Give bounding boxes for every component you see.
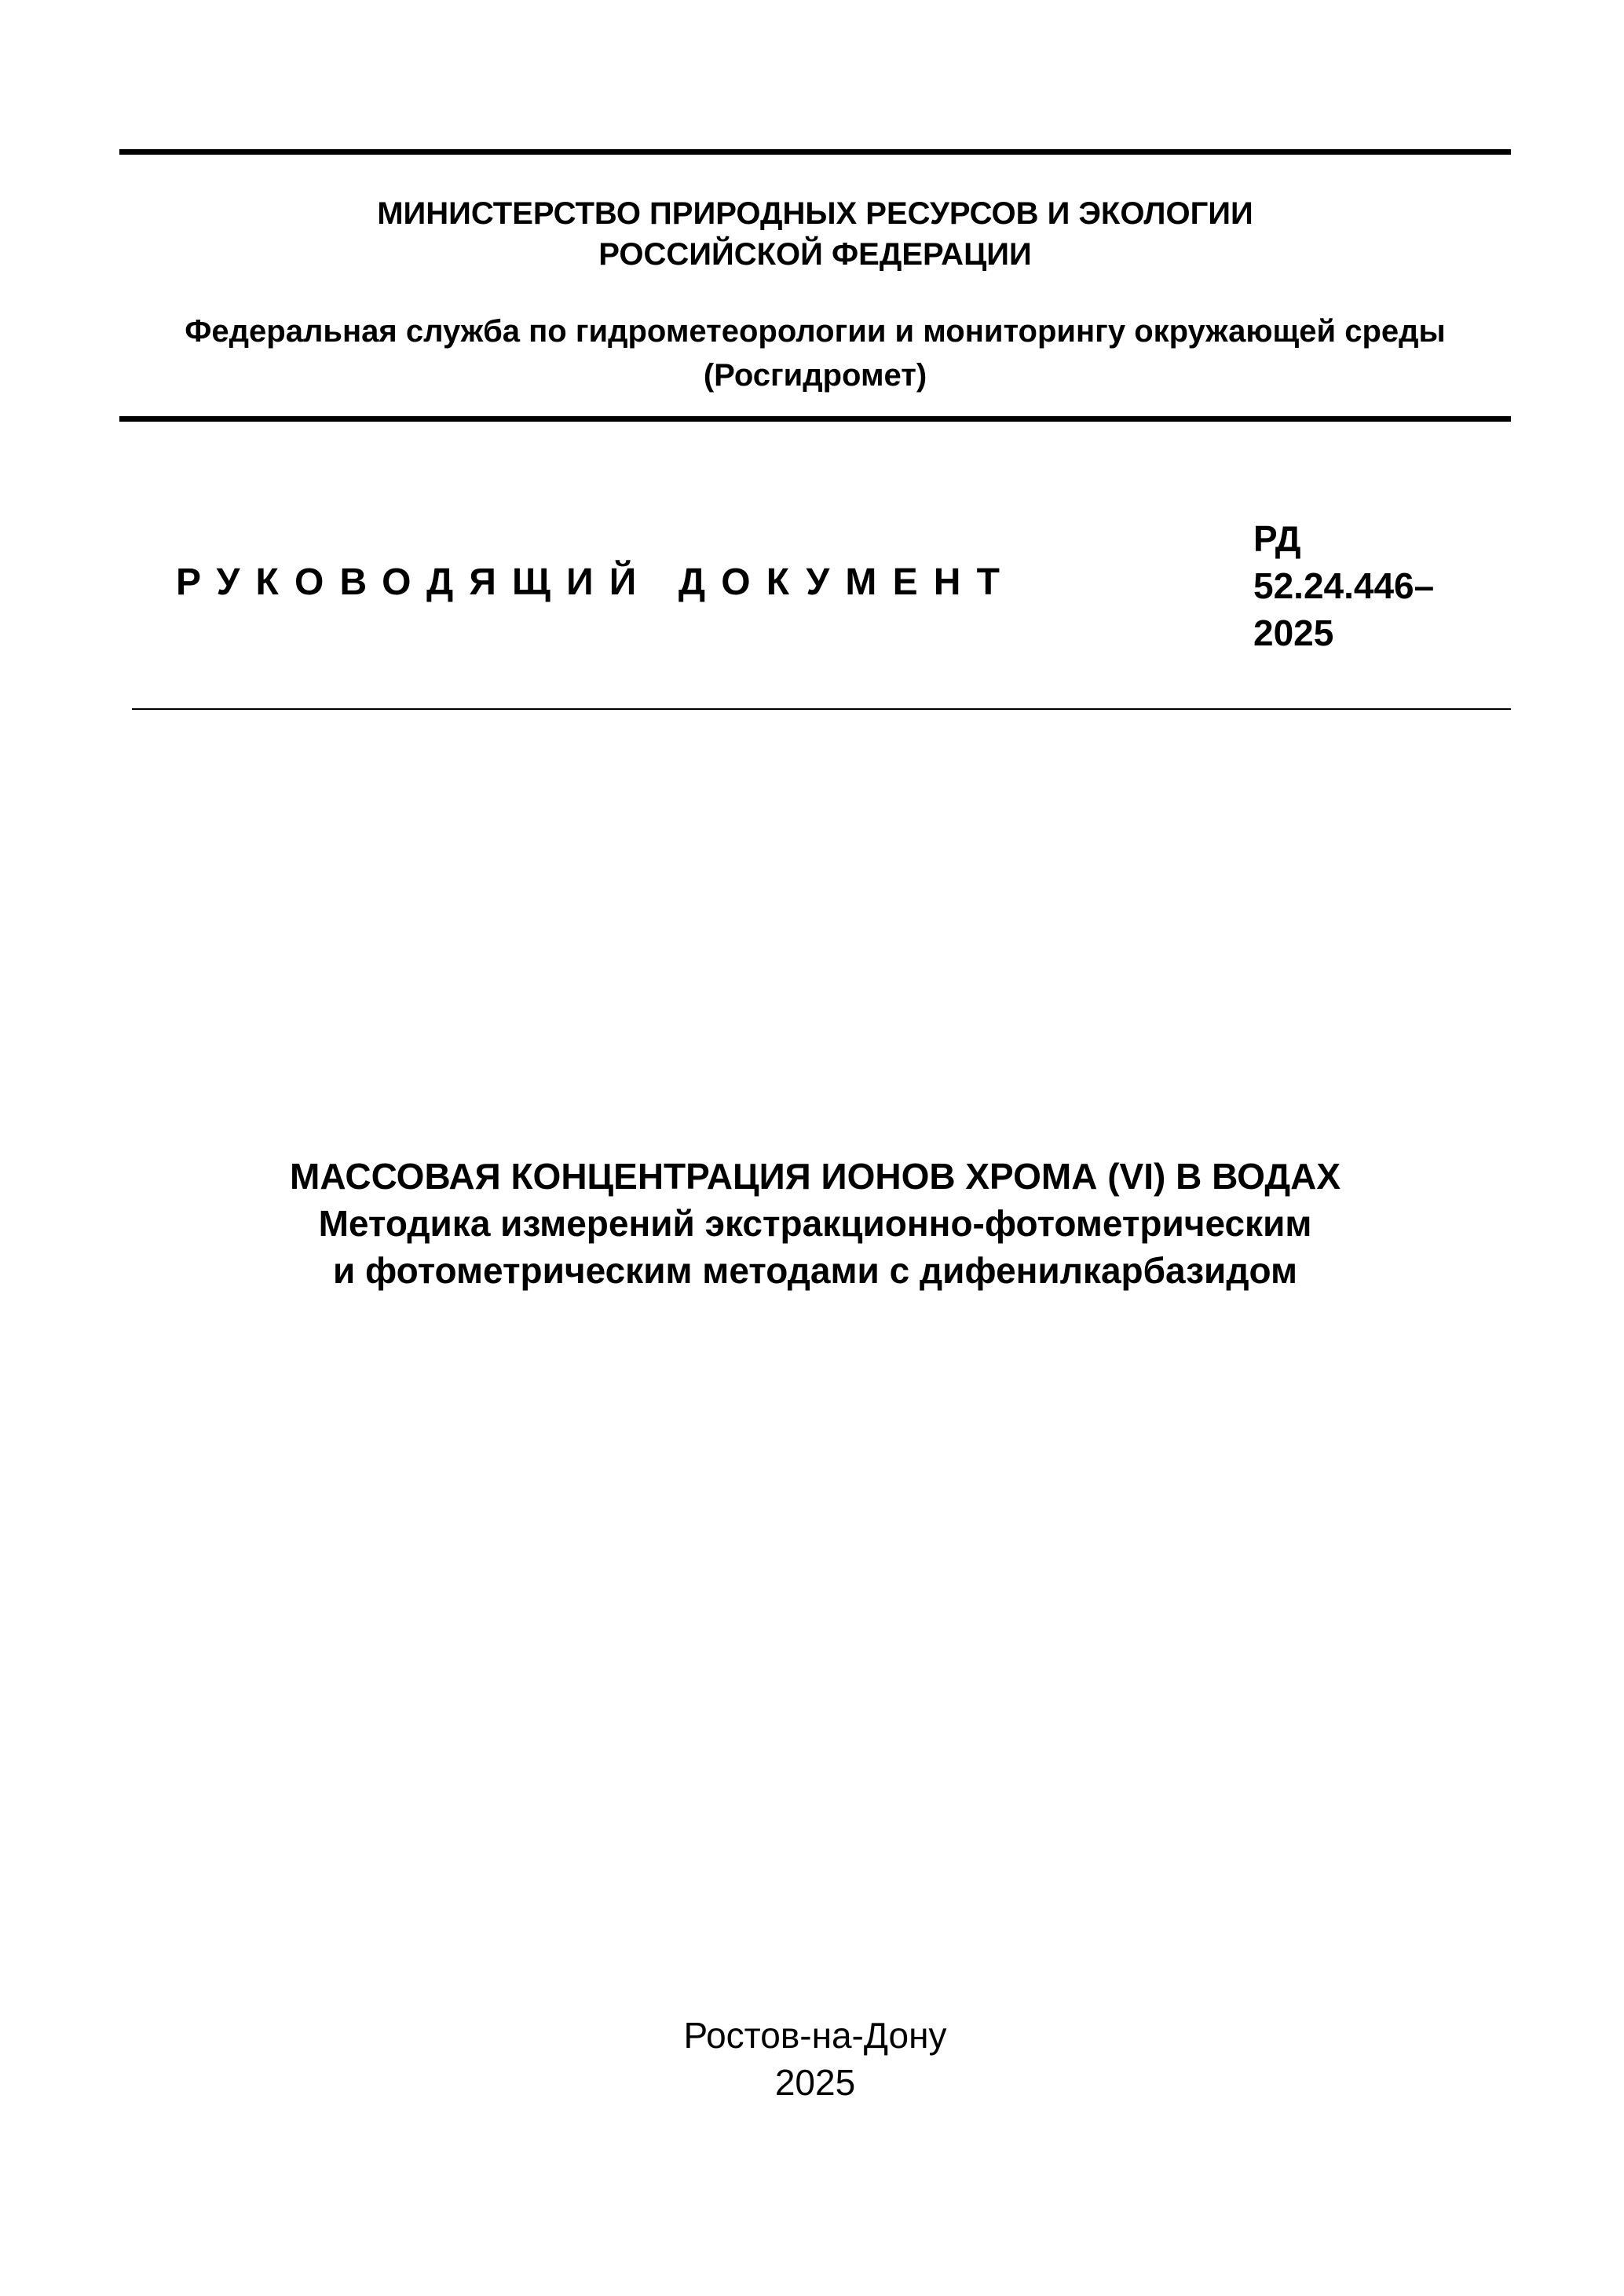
ministry-line-2: РОССИЙСКОЙ ФЕДЕРАЦИИ <box>598 237 1032 272</box>
document-code-line-1: РД <box>1253 518 1301 559</box>
document-title <box>119 1153 1511 1294</box>
ministry-line-1: МИНИСТЕРСТВО ПРИРОДНЫХ РЕСУРСОВ И ЭКОЛОГИИ <box>377 196 1253 231</box>
title-line-3: и фотометрическим методами с дифенилкарбазидом <box>332 1250 1298 1291</box>
title-line-1: МАССОВАЯ КОНЦЕНТРАЦИЯ ИОНОВ ХРОМА (VI) В ВОДАХ <box>290 1156 1341 1197</box>
document-type: РУКОВОДЯЩИЙ ДОКУМЕНТ <box>176 561 1016 603</box>
top-rule <box>119 149 1511 155</box>
document-type-rule <box>132 708 1511 710</box>
publication-year: 2025 <box>774 2062 856 2103</box>
title-line-2: Методика измерений экстракционно-фотометрическим <box>318 1203 1312 1244</box>
header-bottom-rule <box>119 416 1511 422</box>
document-code <box>1253 515 1434 656</box>
publication-place <box>119 2012 1511 2106</box>
ministry-heading <box>119 193 1511 275</box>
service-heading <box>119 309 1511 397</box>
document-code-line-3: 2025 <box>1253 612 1334 653</box>
document-code-line-2: 52.24.446– <box>1253 565 1435 606</box>
publication-city: Ростов-на-Дону <box>683 2015 947 2056</box>
service-line-1: Федеральная служба по гидрометеорологии и мониторингу окружающей среды <box>185 314 1446 349</box>
service-line-2: (Росгидромет) <box>703 358 927 393</box>
